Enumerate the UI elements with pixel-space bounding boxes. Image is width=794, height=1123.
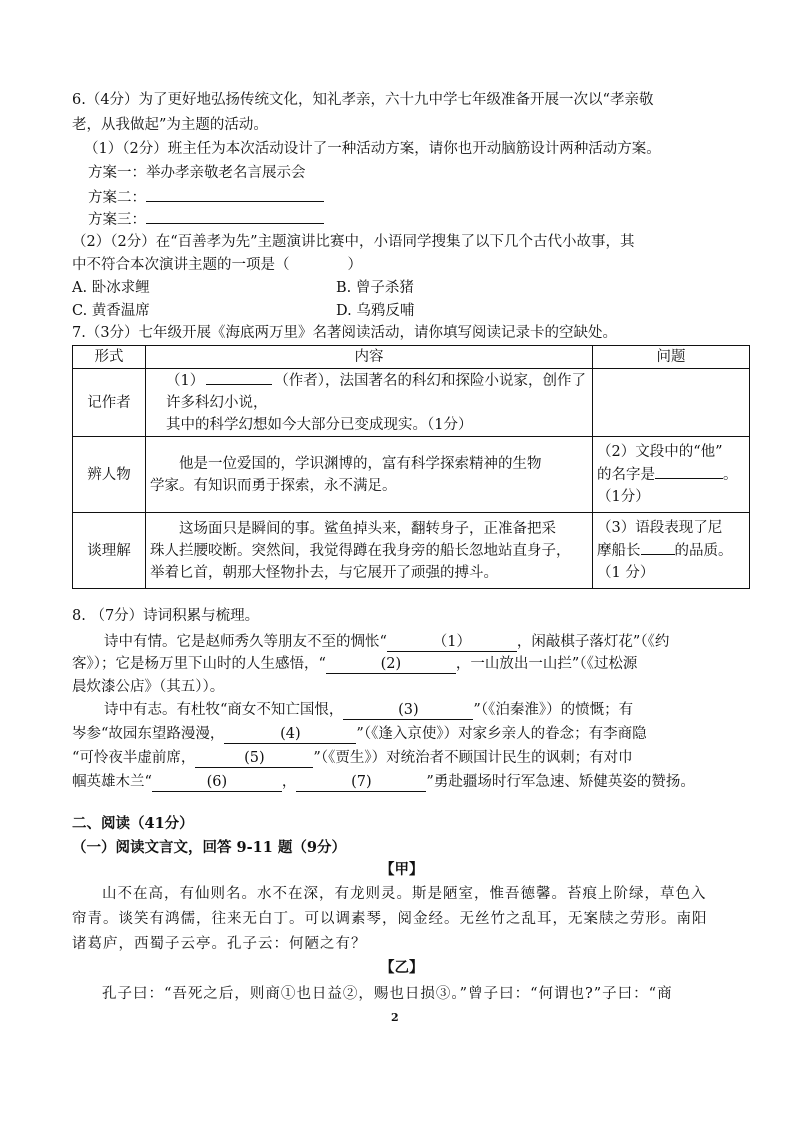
q6-plan2 [88, 186, 324, 208]
q6-sub2-line2: 中不符合本次演讲主题的一项是（ ） [72, 257, 362, 273]
row2-form: 辨人物 [73, 437, 146, 513]
q8-text: ，闲敲棋子落灯花”（《约 [516, 634, 670, 650]
row2-question-line3: （1分） [597, 489, 650, 505]
q8-p2-line1 [104, 700, 633, 720]
section2-title: 二、阅读（41分） [72, 815, 194, 832]
row1-content-line2: 其中的科学幻想如今大部分已变成现实。（1分） [166, 417, 473, 433]
row3-content-line1: 这场面只是瞬间的事。鲨鱼掉头来，翻转身子，正准备把采 [150, 520, 556, 537]
row2-question: （2）文段中的“他” 的名字是 。 （1分） [593, 437, 750, 513]
q6-line1: 6.（4分）为了更好地弘扬传统文化，知礼孝亲，六十九中学七年级准备开展一次以“孝亲敬 [72, 92, 654, 108]
header-question: 问题 [593, 346, 750, 369]
row1-content [146, 369, 593, 437]
q6-plan1: 方案一：举办孝亲敬老名言展示会 [88, 165, 306, 181]
q8-text: 客》）；它是杨万里下山时的人生感悟，“ [72, 656, 326, 672]
quality-blank[interactable] [641, 539, 675, 555]
q8-p1-line2 [72, 654, 637, 674]
row3-question-line3: （1 分） [597, 565, 655, 581]
q8-text: 帼英雄木兰“ [72, 774, 152, 790]
row3-content-line2: 珠人拦腰咬断。突然间，我觉得蹲在我身旁的船长忽地站直身子， [150, 542, 571, 559]
q8-p2-line2 [72, 724, 647, 744]
q8-text: ， [281, 774, 297, 790]
poem-blank-3[interactable]: (3) [343, 701, 473, 720]
q8-text: 诗中有情。它是赵师秀久等朋友不至的惆怅“ [104, 634, 387, 650]
page-number: 2 [391, 1011, 399, 1024]
q8-text: 岑参“故园东望路漫漫， [72, 726, 225, 742]
row3-question-line2b: 的品质。 [674, 543, 733, 559]
passage-jia-label: 【甲】 [380, 861, 424, 878]
table-row [73, 369, 750, 437]
q8-text: “可怜夜半虚前席， [72, 750, 196, 766]
q8-text: ”勇赴疆场时行军急速、矫健英姿的赞扬。 [426, 774, 695, 790]
q6-option-a[interactable]: A. 卧冰求鲤 [72, 280, 150, 296]
q6-sub2-line1: （2）（2分）在“百善孝为先”主题演讲比赛中，小语同学搜集了以下几个古代小故事，其 [72, 234, 635, 250]
table-header-row [73, 346, 750, 369]
passage-jia-line3: 诸葛庐，西蜀子云亭。孔子云：何陋之有？ [72, 936, 367, 952]
q6-sub1: （1）（2分）班主任为本次活动设计了一种活动方案，请你也开动脑筋设计两种活动方案。 [84, 141, 661, 157]
name-blank[interactable] [655, 463, 723, 479]
row1-question [593, 369, 750, 437]
poem-blank-2[interactable]: (2) [326, 655, 456, 674]
poem-blank-6[interactable]: (6) [152, 773, 282, 792]
q8-p1-line1 [104, 632, 669, 652]
reading-record-table [72, 345, 750, 589]
row1-content-pre: （1） [166, 373, 205, 389]
q8-p1-line3: 晨炊漆公店》（其五））。 [72, 679, 225, 695]
q6-plan2-blank[interactable] [146, 186, 324, 202]
passage-yi-label: 【乙】 [380, 959, 424, 976]
table-row [73, 513, 750, 589]
q6-option-b[interactable]: B. 曾子杀猪 [336, 280, 414, 296]
row2-content-line2: 学家。有知识而勇于探索，永不满足。 [150, 477, 397, 494]
section2-sub: （一）阅读文言文，回答 9-11 题（9分） [72, 839, 346, 856]
author-blank[interactable] [206, 369, 272, 385]
poem-blank-7[interactable]: (7) [296, 773, 426, 792]
row3-content-line3: 举着匕首，朝那大怪物扑去，与它展开了顽强的搏斗。 [150, 564, 498, 581]
row2-content [146, 437, 593, 513]
q6-option-d[interactable]: D. 乌鸦反哺 [336, 303, 415, 319]
q6-line2: 老，从我做起”为主题的活动。 [72, 117, 268, 133]
passage-jia-line1: 山不在高，有仙则名。水不在深，有龙则灵。斯是陋室，惟吾德馨。苔痕上阶绿，草色入 [102, 886, 707, 902]
poem-blank-4[interactable]: (4) [224, 725, 356, 744]
q6-plan3-blank[interactable] [146, 208, 324, 224]
passage-jia-line2: 帘青。谈笑有鸿儒，往来无白丁。可以调素琴，阅金经。无丝竹之乱耳，无案牍之劳形。南阳 [72, 911, 708, 927]
q6-plan3-label: 方案三： [88, 212, 146, 228]
row1-form: 记作者 [73, 369, 146, 437]
header-content: 内容 [146, 346, 593, 369]
table-row [73, 437, 750, 513]
passage-yi-line1: 孔子曰：“吾死之后，则商①也日益②，赐也日损③。”曾子曰：“何谓也?”子曰：“商 [102, 986, 673, 1002]
q8-title: 8. （7分）诗词积累与梳理。 [72, 608, 260, 624]
q8-text: ，一山放出一山拦”（《过松源 [455, 656, 638, 672]
row2-question-line2: 的名字是 [597, 467, 655, 483]
q8-p2-line3 [72, 748, 633, 768]
poem-blank-1[interactable]: （1） [387, 633, 517, 652]
row3-form: 谈理解 [73, 513, 146, 589]
q6-plan2-label: 方案二： [88, 190, 146, 206]
row3-question-line1: （3）语段表现了尼 [597, 520, 723, 536]
q8-text: ”（《贾生》）对统治者不顾国计民生的讽刺；有对巾 [313, 750, 633, 766]
q6-option-c[interactable]: C. 黄香温席 [72, 303, 150, 319]
row3-question-line2a: 摩船长 [597, 543, 641, 559]
row1-content-post: （作者），法国著名的科幻和探险小说家，创作了许多科幻小说， [166, 373, 586, 411]
row2-question-line1: （2）文段中的“他” [597, 444, 723, 460]
row3-content [146, 513, 593, 589]
q8-text: ”（《逢入京使》）对家乡亲人的眷念；有李商隐 [356, 726, 647, 742]
row2-content-line1: 他是一位爱国的，学识渊博的，富有科学探索精神的生物 [150, 455, 542, 472]
q8-p2-line4 [72, 772, 695, 792]
q7-title: 7.（3分）七年级开展《海底两万里》名著阅读活动，请你填写阅读记录卡的空缺处。 [72, 325, 618, 341]
q6-plan3 [88, 208, 324, 230]
q8-text: 诗中有志。有杜牧“商女不知亡国恨， [104, 702, 344, 718]
poem-blank-5[interactable]: (5) [195, 749, 313, 768]
header-form: 形式 [73, 346, 146, 369]
row3-question [593, 513, 750, 589]
q8-text: ”（《泊秦淮》）的愤慨；有 [473, 702, 634, 718]
